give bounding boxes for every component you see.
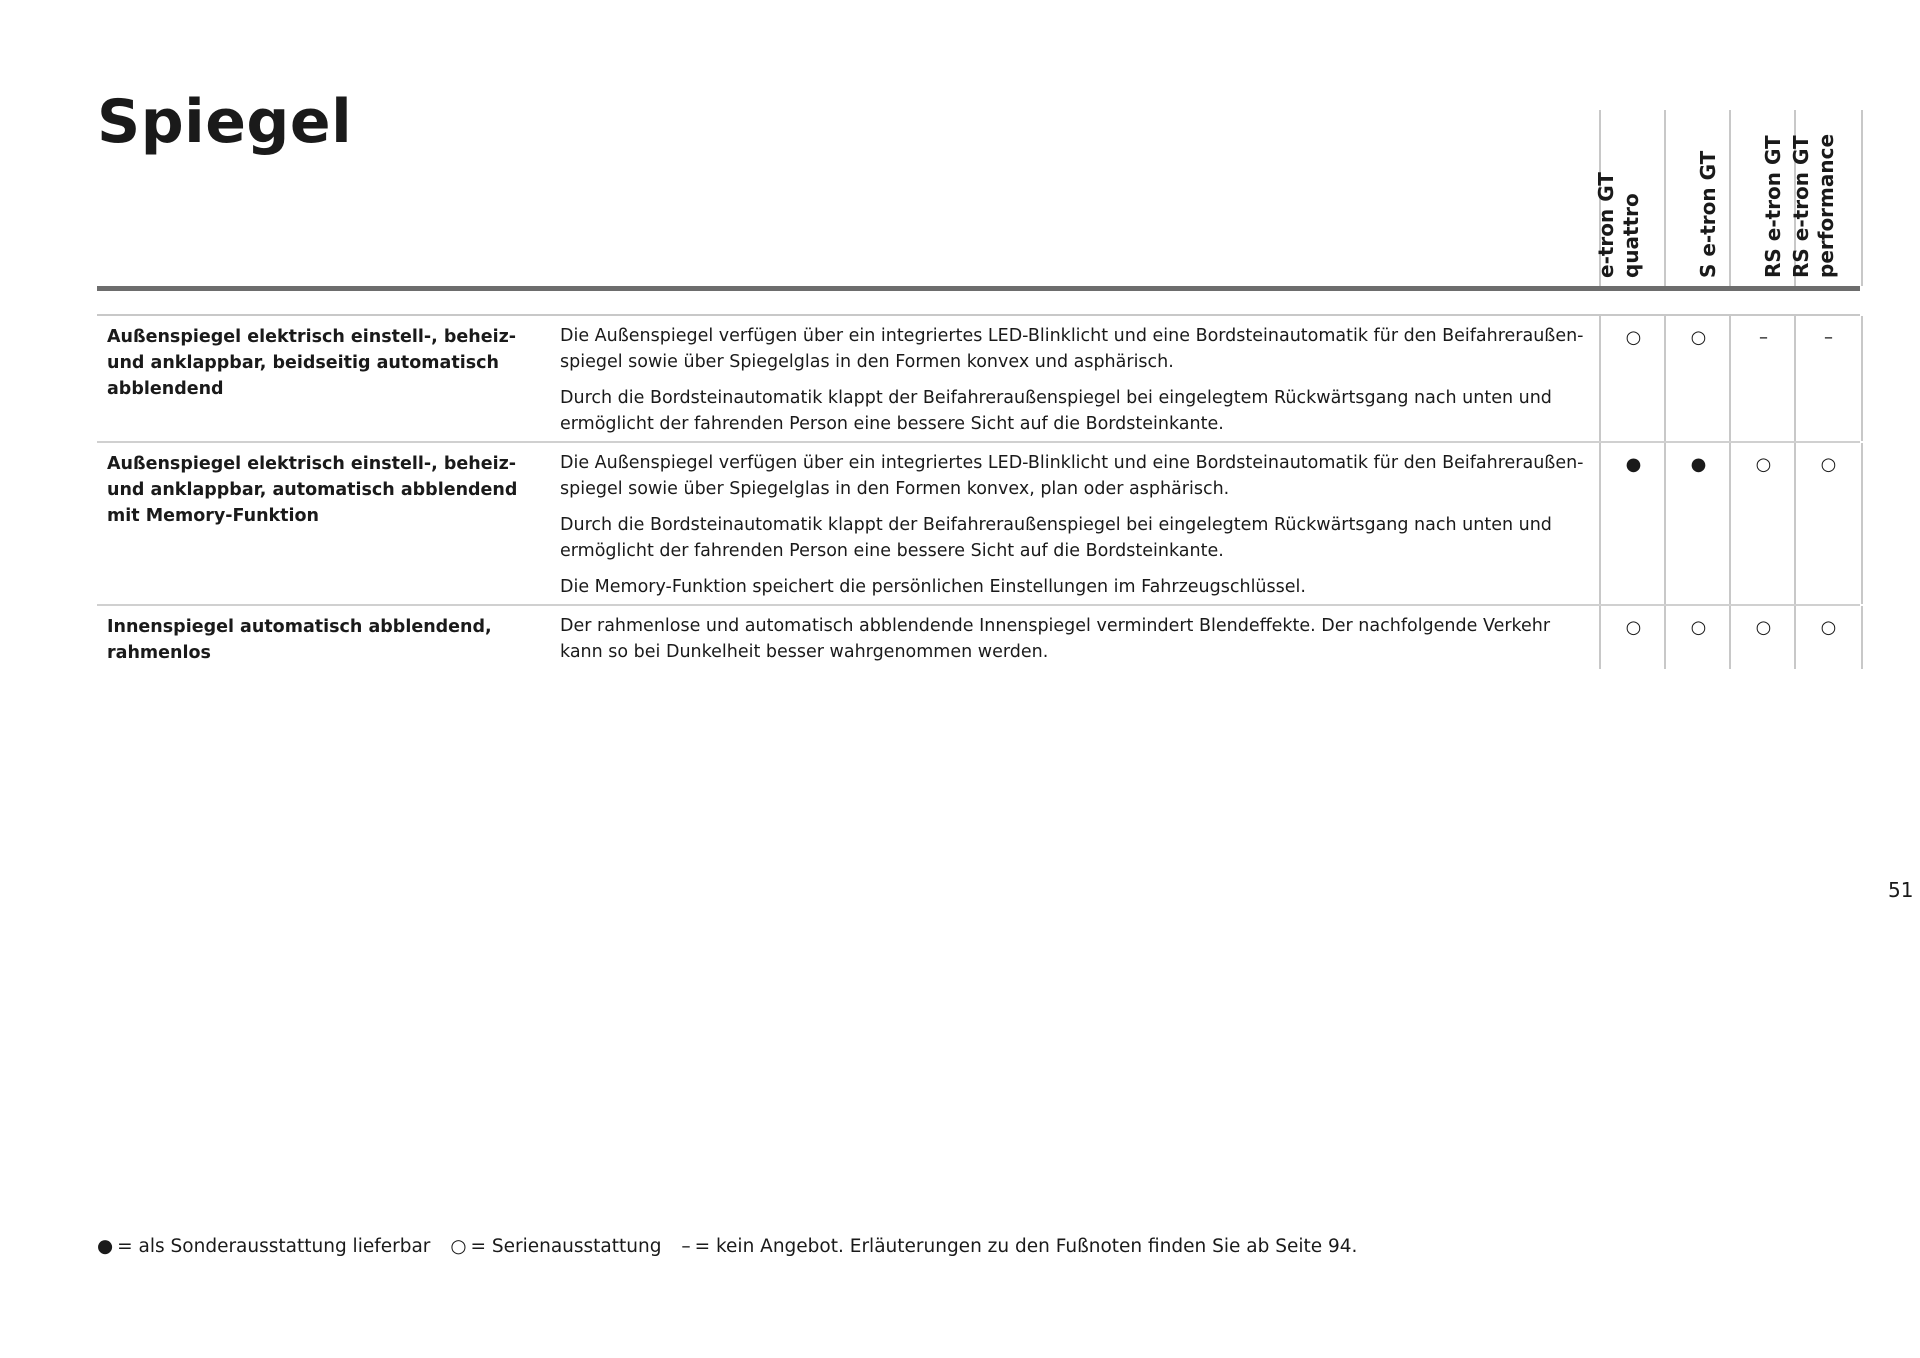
availability-cell <box>1794 443 1863 604</box>
legend-optional <box>97 1236 430 1257</box>
availability-cell <box>1664 443 1731 604</box>
availability-cell <box>1599 443 1666 604</box>
description-paragraph: Der rahmenlose und automatisch abblendende Innenspiegel vermindert Blendeffekte. Der nachfolgende Verkehr kann so bei Dunkelheit besser wahrgenommen werden. <box>560 616 1551 662</box>
availability-cell <box>1664 316 1731 441</box>
dash-icon: – <box>681 1236 691 1257</box>
description-paragraph: Die Außenspiegel verfügen über ein integriertes LED-Blinklicht und eine Bordsteinautomatik für den Beifahreraußen-spiegel sowie über Spiegelglas in den Formen konvex, plan oder asphärisch. <box>560 453 1584 499</box>
page-number: 51 <box>1888 878 1914 902</box>
availability-symbol: ○ <box>1625 327 1642 348</box>
column-header-line: quattro <box>1618 193 1643 278</box>
legend-standard-text: = Serienausstattung <box>470 1236 662 1257</box>
row-description <box>560 316 1590 441</box>
column-header-s-etron-gt <box>1664 110 1731 286</box>
column-header-line: e-tron GT <box>1593 172 1618 278</box>
availability-symbol: ○ <box>1755 617 1772 638</box>
column-header-line: RS e-tron GT <box>1760 135 1785 278</box>
availability-cell <box>1794 606 1863 669</box>
table-row <box>97 606 1860 669</box>
column-header-line: performance <box>1813 133 1838 278</box>
column-header-line: S e-tron GT <box>1695 150 1720 278</box>
availability-symbol: ○ <box>1755 454 1772 475</box>
availability-cell <box>1729 606 1796 669</box>
table-row <box>97 316 1860 443</box>
availability-symbol: ● <box>1690 454 1707 475</box>
column-header-line: RS e-tron GT <box>1788 135 1813 278</box>
legend-none <box>681 1236 1357 1257</box>
row-title: Innenspiegel automatisch abblendend, rahmenlos <box>107 617 492 663</box>
description-paragraph: Die Außenspiegel verfügen über ein integriertes LED-Blinklicht und eine Bordsteinautomatik für den Beifahreraußen-spiegel sowie über Spiegelglas in den Formen konvex und asphärisch. <box>560 326 1584 372</box>
row-description <box>560 443 1590 604</box>
row-title: Außenspiegel elektrisch einstell-, beheiz- und anklappbar, automatisch abblendend mit Memory-Funktion <box>107 454 518 526</box>
availability-symbol: ○ <box>1690 617 1707 638</box>
model-column-headers <box>1593 110 1860 286</box>
availability-symbol: ○ <box>1690 327 1707 348</box>
description-paragraph: Die Memory-Funktion speichert die persönlichen Einstellungen im Fahrzeugschlüssel. <box>560 577 1306 597</box>
open-circle-icon: ○ <box>450 1236 467 1257</box>
row-title: Außenspiegel elektrisch einstell-, beheiz- und anklappbar, beidseitig automatisch abblendend <box>107 327 517 399</box>
page-title: Spiegel <box>97 87 353 157</box>
table-row <box>97 443 1860 606</box>
description-paragraph: Durch die Bordsteinautomatik klappt der Beifahreraußenspiegel bei eingelegtem Rückwärtsgang nach unten und ermöglicht der fahrenden Person eine bessere Sicht auf die Bordsteinkante. <box>560 388 1552 434</box>
column-header-rs-etron-gt-performance <box>1788 110 1863 286</box>
availability-symbol: – <box>1824 327 1833 348</box>
equipment-table <box>97 314 1860 669</box>
availability-cell <box>1729 443 1796 604</box>
availability-cell <box>1664 606 1731 669</box>
availability-cell <box>1599 316 1666 441</box>
description-paragraph: Durch die Bordsteinautomatik klappt der Beifahreraußenspiegel bei eingelegtem Rückwärtsgang nach unten und ermöglicht der fahrenden Person eine bessere Sicht auf die Bordsteinkante. <box>560 515 1552 561</box>
availability-symbol: ○ <box>1820 454 1837 475</box>
legend <box>97 1236 1371 1257</box>
availability-cell <box>1599 606 1666 669</box>
availability-symbol: – <box>1759 327 1768 348</box>
availability-symbol: ● <box>1625 454 1642 475</box>
row-description <box>560 606 1590 669</box>
legend-standard <box>450 1236 661 1257</box>
column-header-etron-gt-quattro <box>1593 110 1666 286</box>
availability-symbol: ○ <box>1820 617 1837 638</box>
filled-circle-icon: ● <box>97 1236 114 1257</box>
availability-cell <box>1729 316 1796 441</box>
availability-symbol: ○ <box>1625 617 1642 638</box>
legend-optional-text: = als Sonderausstattung lieferbar <box>117 1236 431 1257</box>
legend-none-text: = kein Angebot. Erläuterungen zu den Fußnoten finden Sie ab Seite 94. <box>694 1236 1358 1257</box>
header-divider <box>97 286 1860 291</box>
availability-cell <box>1794 316 1863 441</box>
column-header-rs-etron-gt <box>1729 110 1796 286</box>
